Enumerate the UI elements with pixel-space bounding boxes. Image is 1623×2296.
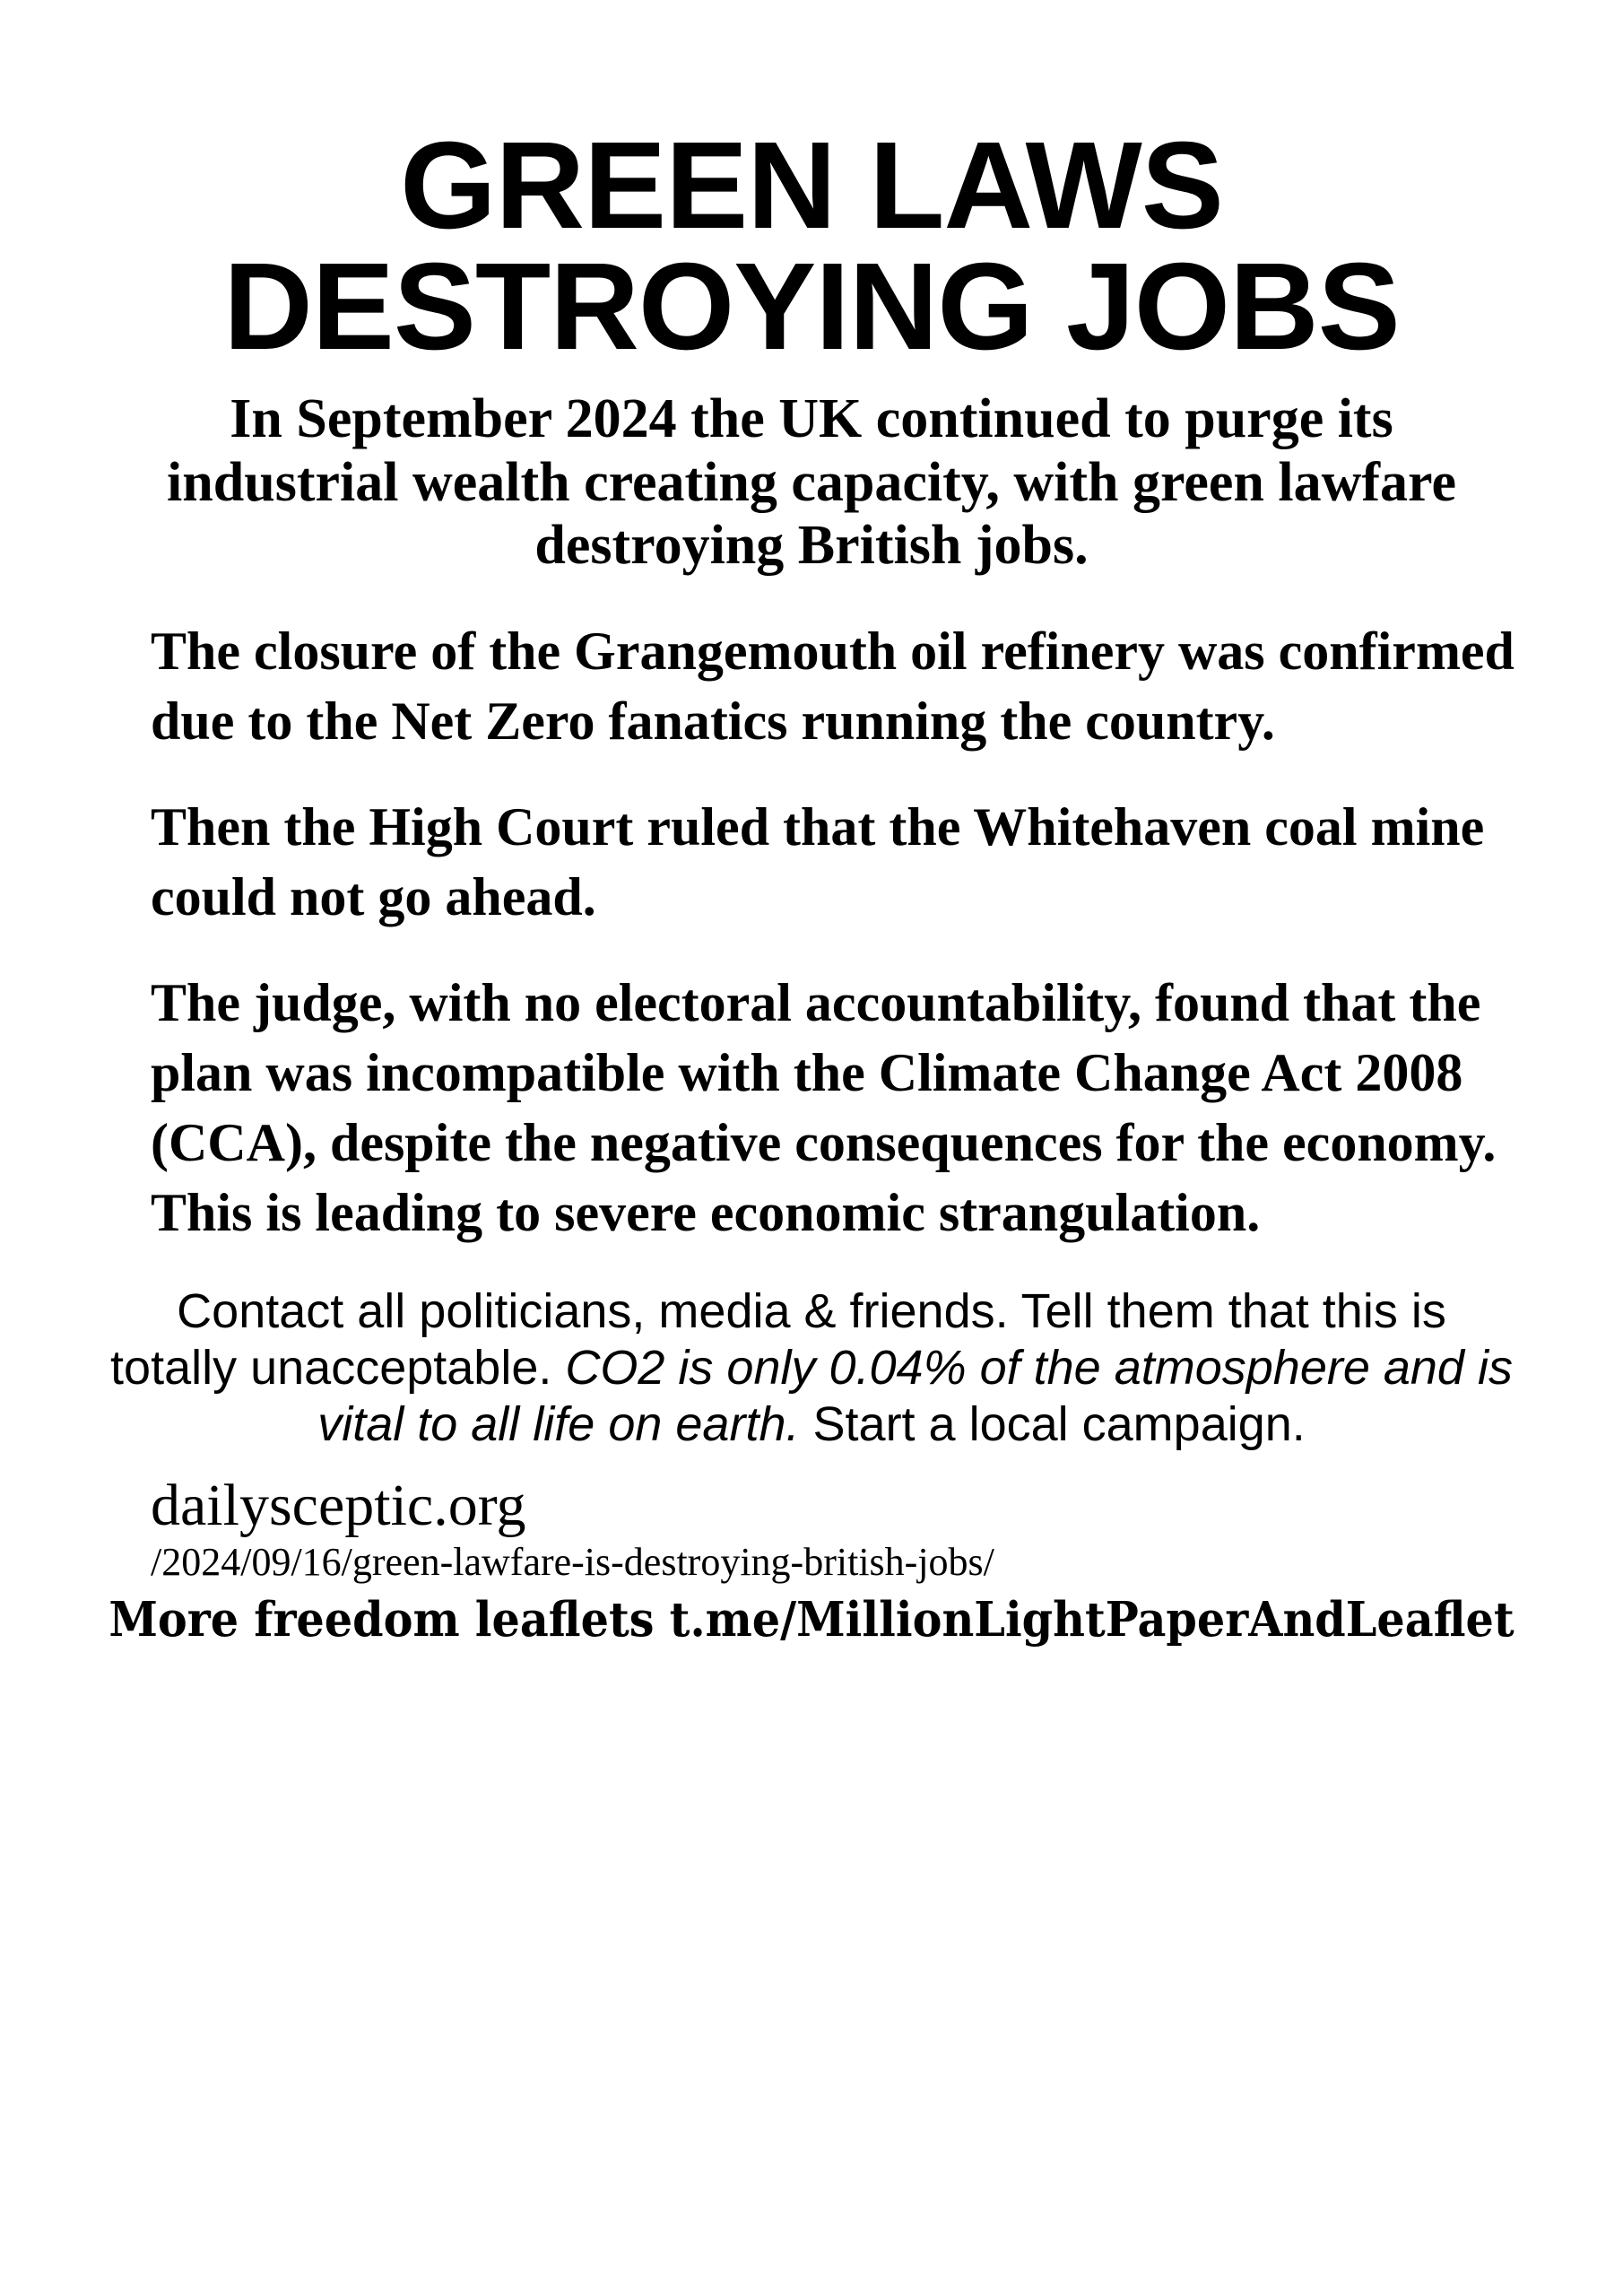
body-paragraph-2: Then the High Court ruled that the Whitehaven coal mine could not go ahead.	[151, 796, 1485, 926]
source-path[interactable]: /2024/09/16/green-lawfare-is-destroying-british-jobs/	[151, 1540, 994, 1585]
cta-emphasis: CO2 is only 0.04% of the atmosphere and is vital to all life on earth.	[317, 1340, 1513, 1451]
footer-note[interactable]: More freedom leaflets t.me/MillionLightPaperAndLeaflet	[108, 1591, 1515, 1648]
body-text	[151, 616, 1515, 1248]
source-site[interactable]: dailysceptic.org	[151, 1473, 526, 1539]
headline-line-2: DESTROYING JOBS	[223, 238, 1400, 377]
headline-line-1: GREEN LAWS	[400, 117, 1223, 255]
body-paragraph-3: The judge, with no electoral accountability, found that the plan was incompatible with the Climate Change Act 2008 (CCA), despite the negative consequences for the economy. This is leading to severe economic strangulation.	[151, 972, 1497, 1242]
body-paragraph-1: The closure of the Grangemouth oil refinery was confirmed due to the Net Zero fanatics running the country.	[151, 621, 1515, 751]
cta-part-1: Contact all politicians, media & friends. Tell them that this is totally unacceptable.	[110, 1283, 1446, 1395]
intro-paragraph: In September 2024 the UK continued to purge its industrial wealth creating capacity, with green lawfare destroying British jobs.	[167, 388, 1456, 576]
cta-part-2: Start a local campaign.	[812, 1396, 1306, 1451]
call-to-action	[108, 1283, 1515, 1454]
page-title	[0, 117, 1623, 377]
source-reference	[151, 1473, 1623, 1587]
